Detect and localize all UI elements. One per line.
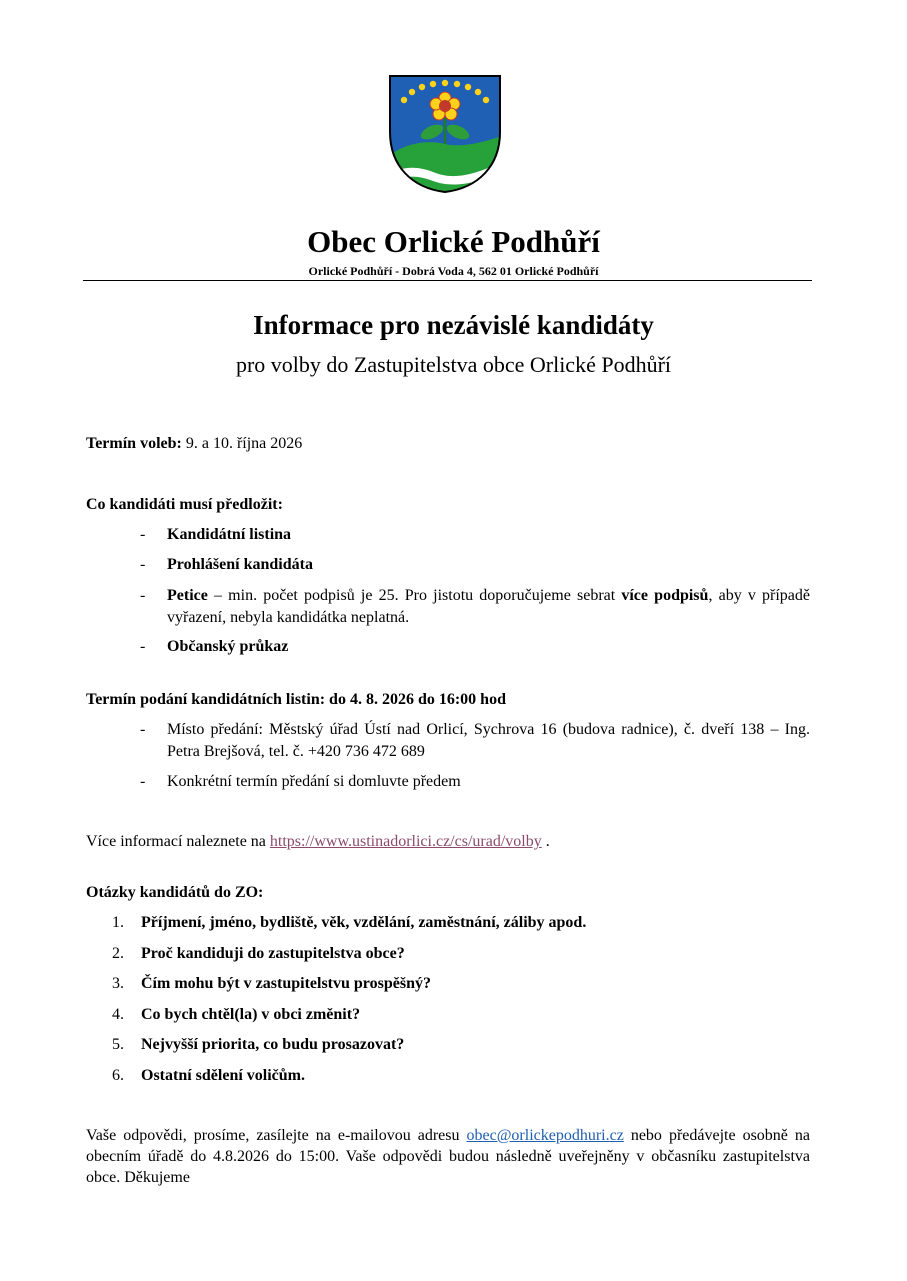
question-number: 4. — [112, 1006, 124, 1023]
document-title: Informace pro nezávislé kandidáty — [253, 310, 654, 340]
petition-label: Petice — [167, 587, 208, 604]
election-date-value: 9. a 10. října 2026 — [185, 435, 303, 452]
organization-address: Orlické Podhůří - Dobrá Voda 4, 562 01 Orlické Podhůří — [308, 264, 599, 278]
question-item: Ostatní sdělení voličům. — [141, 1067, 306, 1084]
requirement-candidate-list: Kandidátní listina — [167, 526, 292, 543]
more-info-text: Více informací naleznete na — [86, 833, 270, 850]
questions-heading: Otázky kandidátů do ZO: — [86, 884, 264, 901]
question-number: 1. — [112, 914, 124, 931]
submission-place: Místo předání: Městský úřad Ústí nad Orlicí, Sychrova 16 (budova radnice), č. dveří 138 – Ing. Petra Brejšová, tel. č. +420 736 472 689 — [167, 721, 810, 760]
question-number: 6. — [112, 1067, 124, 1084]
question-item: Co bych chtěl(la) v obci změnit? — [141, 1006, 361, 1023]
petition-text-end: , aby v případě vyřazení, nebyla kandidátka neplatná. — [167, 587, 811, 626]
bullet-dash: - — [140, 556, 146, 573]
question-item: Proč kandiduji do zastupitelstva obce? — [141, 945, 405, 962]
header-divider — [83, 280, 812, 281]
question-item: Příjmení, jméno, bydliště, věk, vzdělání, zaměstnání, záliby apod. — [141, 914, 587, 931]
question-item: Čím mohu být v zastupitelstvu prospěšný? — [141, 975, 431, 992]
bullet-dash: - — [140, 773, 146, 790]
bullet-dash: - — [140, 721, 146, 738]
bullet-dash: - — [140, 587, 146, 604]
requirement-declaration: Prohlášení kandidáta — [167, 556, 313, 573]
municipal-coat-of-arms-icon — [388, 74, 502, 194]
closing-paragraph — [86, 1125, 810, 1188]
question-number: 5. — [112, 1036, 124, 1053]
requirement-petition — [167, 585, 810, 629]
elections-website-link[interactable]: https://www.ustinadorlici.cz/cs/urad/volby — [269, 833, 542, 850]
bullet-dash: - — [140, 638, 146, 655]
question-number: 3. — [112, 975, 124, 992]
submission-heading: Termín podání kandidátních listin: do 4. 8. 2026 do 16:00 hod — [86, 691, 506, 708]
closing-text: Vaše odpovědi, prosíme, zasílejte na e-mailovou adresu — [86, 1127, 467, 1144]
document-subtitle: pro volby do Zastupitelstva obce Orlické Podhůří — [235, 352, 672, 377]
organization-name: Obec Orlické Podhůří — [307, 224, 600, 259]
requirement-id-card: Občanský průkaz — [167, 638, 289, 655]
closing-text-end: nebo předávejte osobně na obecním úřadě do 4.8.2026 do 15:00. Vaše odpovědi budou následně uveřejněny v občasníku zastupitelstva obce. Děkujeme — [86, 1127, 811, 1186]
petition-text: – min. počet podpisů je 25. Pro jistotu doporučujeme sebrat — [207, 587, 622, 604]
question-number: 2. — [112, 945, 124, 962]
question-item: Nejvyšší priorita, co budu prosazovat? — [141, 1036, 405, 1053]
election-date — [86, 433, 302, 455]
submission-appointment: Konkrétní termín předání si domluvte předem — [167, 773, 461, 790]
bullet-dash: - — [140, 526, 146, 543]
election-date-label: Termín voleb: — [86, 435, 182, 452]
municipality-email-link[interactable]: obec@orlickepodhuri.cz — [466, 1127, 624, 1144]
more-info — [86, 831, 550, 853]
requirements-heading: Co kandidáti musí předložit: — [86, 496, 283, 513]
petition-emphasis: více podpisů — [621, 587, 709, 604]
more-info-suffix: . — [541, 833, 550, 850]
